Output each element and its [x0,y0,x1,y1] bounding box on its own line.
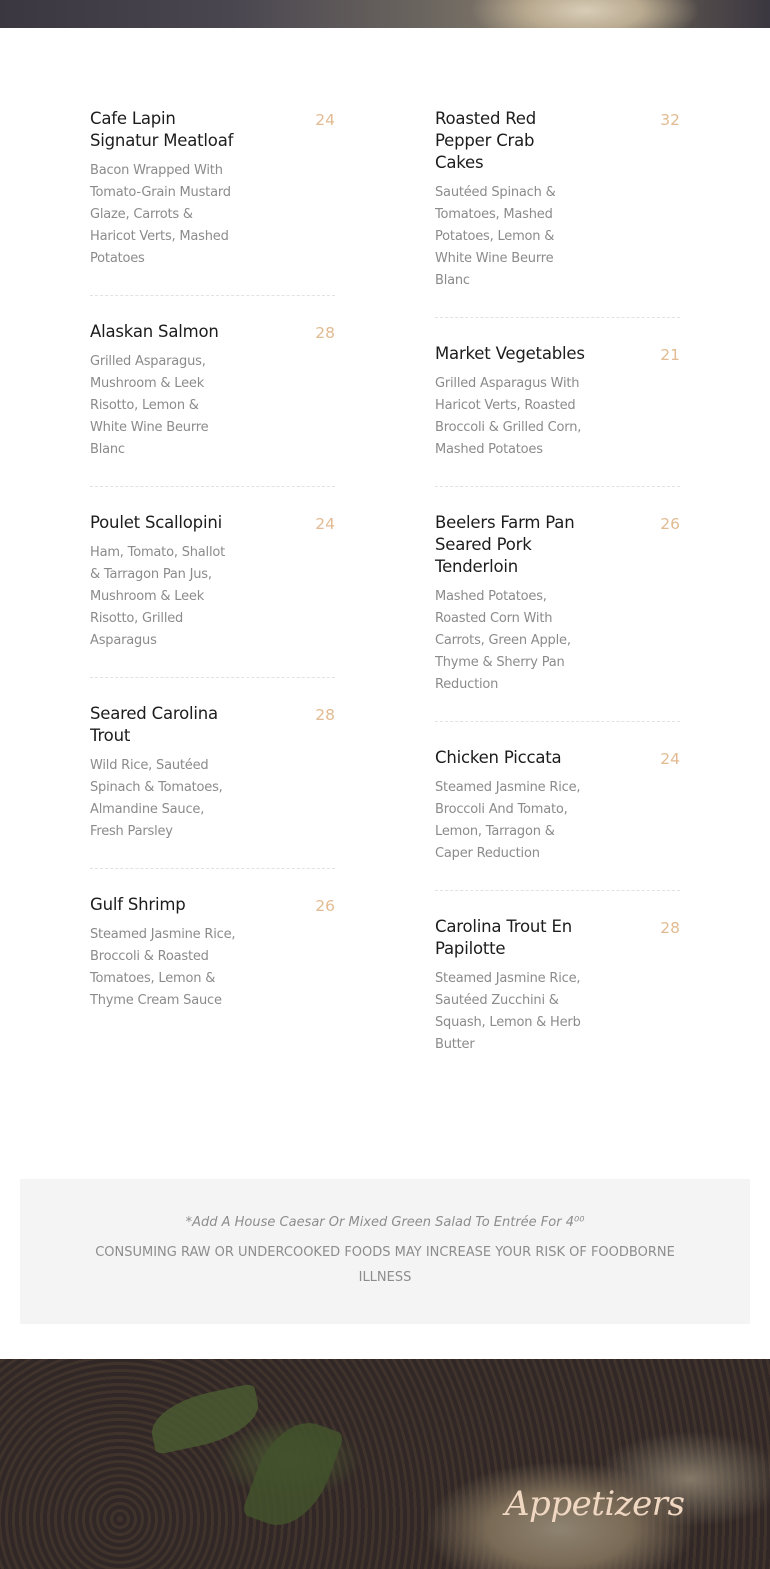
menu-item [435,512,680,722]
menu-item-description: Steamed Jasmine Rice, Broccoli And Tomato, Lemon, Tarragon & Caper Reduction [435,780,581,861]
menu-item-name: Poulet Scallopini [90,513,222,532]
menu-item-name: Alaskan Salmon [90,322,219,341]
menu-item-price: 26 [315,897,335,915]
menu-item [90,703,335,869]
menu-item-description: Bacon Wrapped With Tomato-Grain Mustard Glaze, Carrots & Haricot Verts, Mashed Potatoes [90,163,231,266]
menu-item [435,747,680,891]
menu-item [90,321,335,487]
menu-item-price: 24 [315,515,335,533]
menu-item-description: Sautéed Spinach & Tomatoes, Mashed Potatoes, Lemon & White Wine Beurre Blanc [435,185,556,288]
menu-column-right [435,108,680,1106]
menu-item [90,894,335,1037]
menu-item-description: Steamed Jasmine Rice, Broccoli & Roasted Tomatoes, Lemon & Thyme Cream Sauce [90,927,236,1008]
menu-item [435,343,680,487]
section-title-appetizers: Appetizers [505,1484,685,1524]
menu-item-name: Gulf Shrimp [90,895,186,914]
menu-item [90,108,335,296]
menu-item-price: 28 [315,706,335,724]
menu-item-price: 28 [660,919,680,937]
menu-item [435,108,680,318]
menu-notes-box [20,1179,750,1324]
appetizers-banner-image [0,1359,770,1569]
menu-item-description: Wild Rice, Sautéed Spinach & Tomatoes, Almandine Sauce, Fresh Parsley [90,758,223,839]
food-plate-image [470,0,700,28]
menu-item-price: 24 [315,111,335,129]
menu-item [435,916,680,1081]
menu-item-price: 21 [660,346,680,364]
menu-item-name: Carolina Trout En Papilotte [435,917,572,958]
menu-item-description: Mashed Potatoes, Roasted Corn With Carrots, Green Apple, Thyme & Sherry Pan Reduction [435,589,571,692]
menu-item [90,512,335,678]
menu-item-price: 28 [315,324,335,342]
menu-item-name: Beelers Farm Pan Seared Pork Tenderloin [435,513,575,576]
menu-item-name: Cafe Lapin Signatur Meatloaf [90,109,234,150]
food-safety-warning: CONSUMING RAW OR UNDERCOOKED FOODS MAY INCREASE YOUR RISK OF FOODBORNE ILLNESS [95,1245,675,1285]
top-banner-image [0,0,770,28]
menu-item-description: Grilled Asparagus With Haricot Verts, Roasted Broccoli & Grilled Corn, Mashed Potatoes [435,376,582,457]
menu-item-name: Chicken Piccata [435,748,562,767]
menu-item-price: 24 [660,750,680,768]
salad-addon-note: *Add A House Caesar Or Mixed Green Salad To Entrée For 4⁰⁰ [185,1215,585,1230]
menu-item-name: Market Vegetables [435,344,585,363]
menu-item-description: Grilled Asparagus, Mushroom & Leek Risotto, Lemon & White Wine Beurre Blanc [90,354,209,457]
menu-item-price: 32 [660,111,680,129]
banner-overlay [0,1359,770,1569]
menu-item-description: Ham, Tomato, Shallot & Tarragon Pan Jus, Mushroom & Leek Risotto, Grilled Asparagus [90,545,226,648]
menu-item-name: Roasted Red Pepper Crab Cakes [435,109,537,172]
menu-item-description: Steamed Jasmine Rice, Sautéed Zucchini & Squash, Lemon & Herb Butter [435,971,581,1052]
menu-column-left [90,108,335,1062]
menu-item-price: 26 [660,515,680,533]
menu-item-name: Seared Carolina Trout [90,704,218,745]
